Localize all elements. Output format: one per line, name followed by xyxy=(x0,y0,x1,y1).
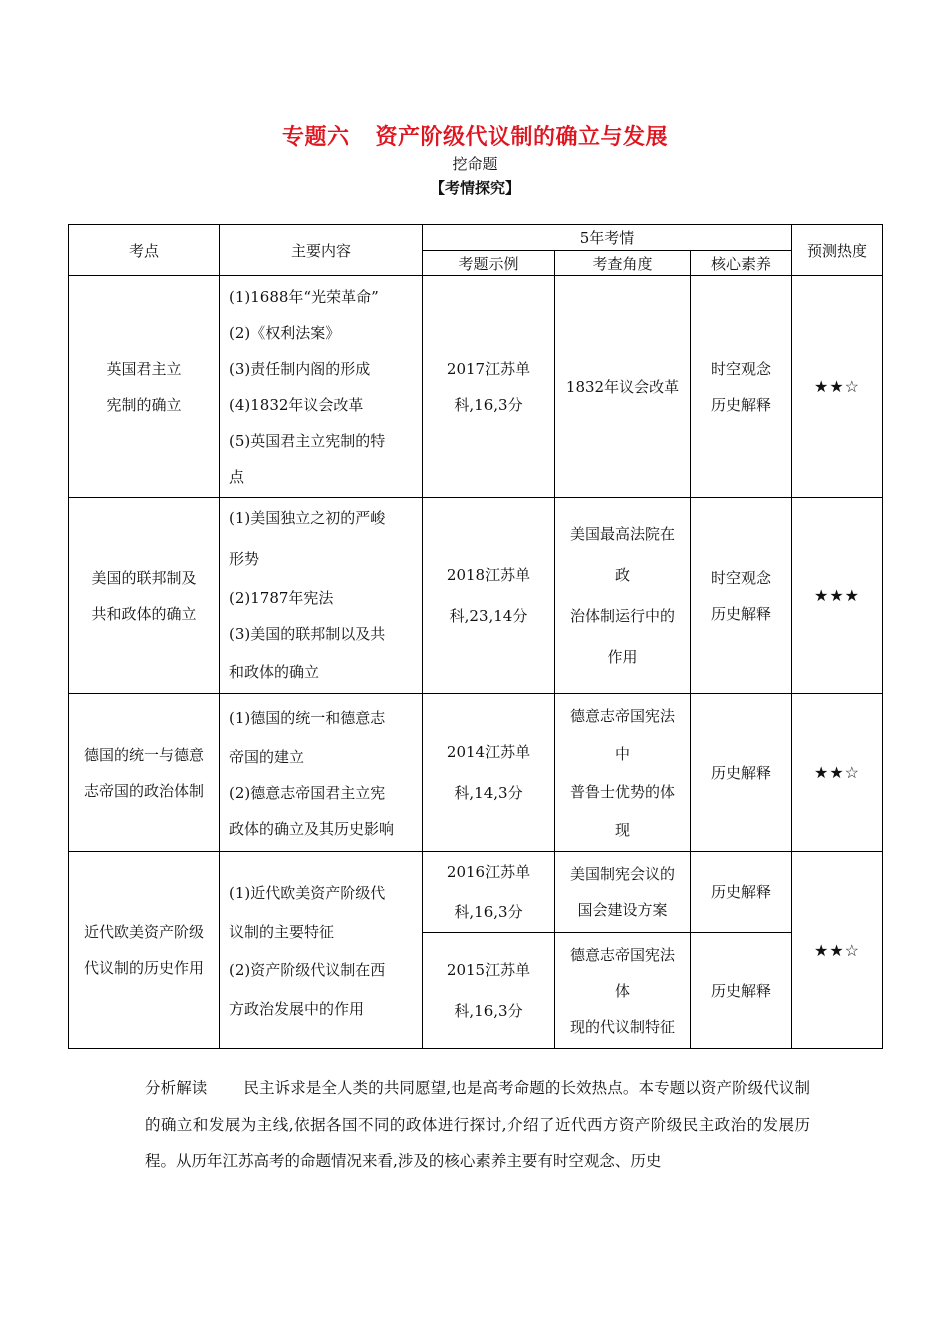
text-line: 2018江苏单 xyxy=(446,565,531,584)
page-title xyxy=(0,120,950,151)
topic-cell xyxy=(69,276,220,498)
title-main: 资产阶级代议制的确立与发展 xyxy=(375,125,669,150)
text-line: (2)德意志帝国君主立宪 xyxy=(229,784,386,802)
text-line: (3)美国的联邦制以及共 xyxy=(229,625,386,643)
heat-rating: ★★☆ xyxy=(792,276,883,498)
header-literacy: 核心素养 xyxy=(691,251,792,276)
text-line: 点 xyxy=(229,467,245,486)
text-line: 方政治发展中的作用 xyxy=(229,1000,365,1018)
text-line: 德意志帝国宪法 xyxy=(569,945,675,964)
text-line: 代议制的历史作用 xyxy=(83,959,204,977)
text-line: 科,16,3分 xyxy=(454,903,523,921)
header-example: 考题示例 xyxy=(423,251,555,276)
text-line: 共和政体的确立 xyxy=(91,604,197,623)
content-cell xyxy=(220,498,423,694)
text-line: 作用 xyxy=(607,647,638,666)
text-line: 政 xyxy=(614,565,630,584)
angle-cell xyxy=(555,694,691,852)
table-row xyxy=(69,498,883,694)
example-cell xyxy=(423,694,555,852)
text-line: 历史解释 xyxy=(710,604,771,623)
text-line: 英国君主立 xyxy=(106,359,182,378)
table-row xyxy=(69,276,883,498)
literacy-cell xyxy=(691,933,792,1049)
subtitle: 挖命题 xyxy=(452,155,498,173)
text-line: (1)1688年“光荣革命” xyxy=(229,287,379,306)
exam-analysis-table xyxy=(68,224,883,1049)
topic-cell xyxy=(69,852,220,1049)
table-row xyxy=(69,694,883,852)
text-line: 政体的确立及其历史影响 xyxy=(229,820,395,838)
text-line: 2014江苏单 xyxy=(446,742,531,761)
heat-rating: ★★☆ xyxy=(792,852,883,1049)
header-five-year: 5年考情 xyxy=(423,225,792,251)
text-line: (2)《权利法案》 xyxy=(229,323,341,342)
header-heat: 预测热度 xyxy=(792,225,883,276)
text-line: 现的代议制特征 xyxy=(569,1017,675,1036)
table-row xyxy=(69,852,883,933)
text-line: 体 xyxy=(614,981,630,1000)
angle-cell xyxy=(555,852,691,933)
text-line: 历史解释 xyxy=(710,981,771,1000)
text-line: (1)美国独立之初的严峻 xyxy=(229,509,386,527)
text-line: (1)德国的统一和德意志 xyxy=(229,709,386,727)
analysis-label: 分析解读 xyxy=(145,1079,208,1097)
topic-cell xyxy=(69,694,220,852)
text-line: 治体制运行中的 xyxy=(569,606,675,625)
text-line: 议制的主要特征 xyxy=(229,923,335,941)
text-line: 历史解释 xyxy=(710,395,771,414)
literacy-cell xyxy=(691,498,792,694)
section-heading: 【考情探究】 xyxy=(429,179,520,197)
text-line: (4)1832年议会改革 xyxy=(229,395,364,414)
heat-rating: ★★☆ xyxy=(792,694,883,852)
analysis-text: 民主诉求是全人类的共同愿望,也是高考命题的长效热点。本专题以资产阶级代议制的确立和发展为主线,依据各国不同的政体进行探讨,介绍了近代西方资产阶级民主政治的发展历程。从历年江苏高考的命题情况来看,涉及的核心素养主要有时空观念、历史 xyxy=(145,1079,810,1170)
example-cell xyxy=(423,933,555,1049)
literacy-cell xyxy=(691,852,792,933)
text-line: 和政体的确立 xyxy=(229,663,320,681)
header-angle: 考查角度 xyxy=(555,251,691,276)
literacy-cell xyxy=(691,694,792,852)
text-line: 国会建设方案 xyxy=(577,901,668,919)
text-line: 美国最高法院在 xyxy=(569,524,675,543)
text-line: 历史解释 xyxy=(710,883,771,901)
example-cell xyxy=(423,276,555,498)
text-line: 历史解释 xyxy=(710,763,771,782)
text-line: 2015江苏单 xyxy=(446,960,531,979)
content-cell xyxy=(220,694,423,852)
header-content: 主要内容 xyxy=(220,225,423,276)
title-prefix: 专题六 xyxy=(281,125,350,150)
example-cell xyxy=(423,852,555,933)
text-line: 中 xyxy=(614,744,630,763)
text-line: 1832年议会改革 xyxy=(565,377,680,396)
text-line: 德意志帝国宪法 xyxy=(569,706,675,725)
text-line: 美国制宪会议的 xyxy=(569,865,675,883)
literacy-cell xyxy=(691,276,792,498)
example-cell xyxy=(423,498,555,694)
text-line: (3)责任制内阁的形成 xyxy=(229,359,371,378)
text-line: 志帝国的政治体制 xyxy=(83,781,204,800)
header-kaodian: 考点 xyxy=(69,225,220,276)
angle-cell xyxy=(555,276,691,498)
text-line: 时空观念 xyxy=(710,568,771,587)
text-line: 宪制的确立 xyxy=(106,395,182,414)
text-line: (2)1787年宪法 xyxy=(229,589,334,607)
text-line: 近代欧美资产阶级 xyxy=(83,923,204,941)
text-line: (1)近代欧美资产阶级代 xyxy=(229,884,386,902)
content-cell xyxy=(220,276,423,498)
text-line: 帝国的建立 xyxy=(229,748,305,766)
text-line: 德国的统一与德意 xyxy=(83,745,204,764)
topic-cell xyxy=(69,498,220,694)
text-line: 普鲁士优势的体 xyxy=(569,782,675,801)
text-line: 时空观念 xyxy=(710,359,771,378)
text-line: (5)英国君主立宪制的特 xyxy=(229,431,386,450)
text-line: 科,16,3分 xyxy=(454,1001,523,1020)
analysis-paragraph xyxy=(145,1070,810,1180)
text-line: 科,23,14分 xyxy=(449,606,528,625)
heat-rating: ★★★ xyxy=(792,498,883,694)
text-line: 美国的联邦制及 xyxy=(91,568,197,587)
text-line: 现 xyxy=(614,820,630,839)
text-line: 形势 xyxy=(229,550,260,568)
text-line: 2016江苏单 xyxy=(446,863,531,881)
text-line: 科,14,3分 xyxy=(454,783,523,802)
content-cell xyxy=(220,852,423,1049)
text-line: 科,16,3分 xyxy=(454,395,523,414)
angle-cell xyxy=(555,933,691,1049)
text-line: (2)资产阶级代议制在西 xyxy=(229,961,386,979)
angle-cell xyxy=(555,498,691,694)
text-line: 2017江苏单 xyxy=(446,359,531,378)
